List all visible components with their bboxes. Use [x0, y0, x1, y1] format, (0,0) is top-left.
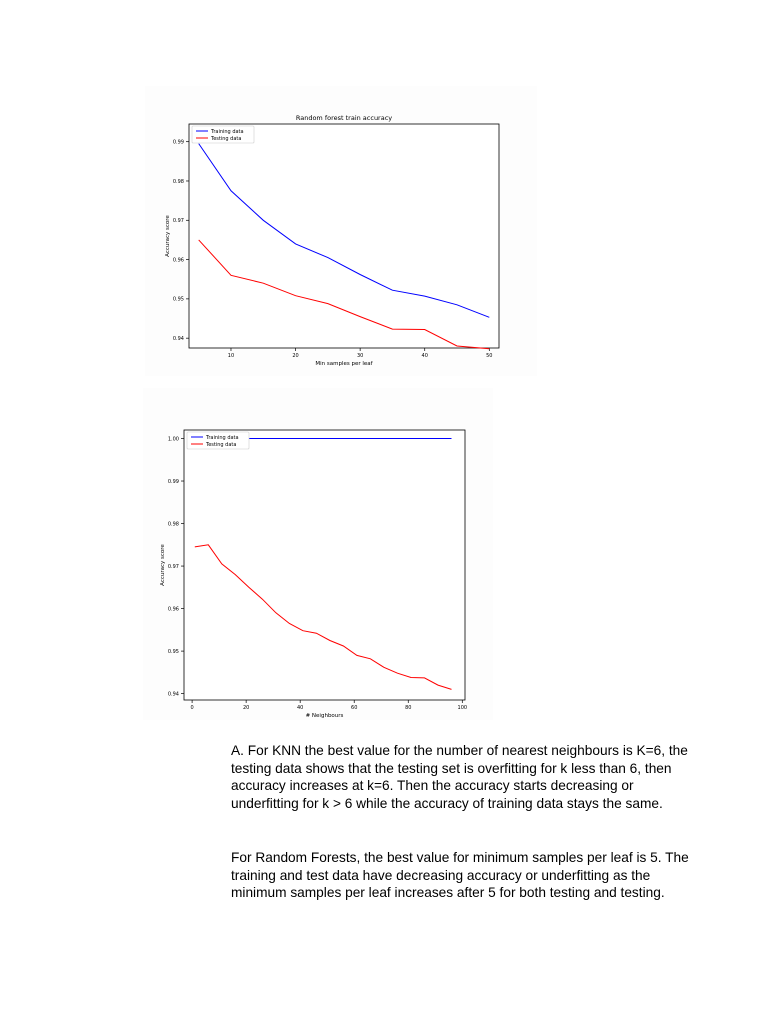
plot-area [184, 430, 465, 700]
y-tick-label: 0.99 [172, 139, 184, 146]
x-tick-label: 10 [227, 353, 235, 359]
y-axis-label: Accuracy score [160, 544, 166, 586]
y-tick-label: 0.95 [167, 648, 179, 655]
random-forest-chart [145, 86, 537, 376]
random-forest-figure [145, 86, 537, 376]
y-tick-label: 0.95 [172, 296, 184, 303]
y-tick-label: 0.97 [167, 563, 179, 570]
x-tick-label: 80 [405, 705, 412, 711]
x-tick-label: 50 [486, 353, 493, 359]
legend-label: Testing data [206, 441, 237, 448]
chart-title: Random forest train accuracy [295, 114, 393, 122]
x-tick-label: 40 [296, 705, 304, 711]
knn-explanation-paragraph: A. For KNN the best value for the number of nearest neighbours is K=6, the testing data shows that the testing set is overfitting for k less than 6, then accuracy increases at k=6. Then the accuracy starts decreasing or underfitting for k > 6 while the accuracy of training data stays the same. [231, 743, 688, 811]
legend-label: Testing data [211, 135, 242, 142]
x-tick-label: 100 [457, 705, 468, 711]
y-axis-label: Accuracy score [165, 215, 171, 257]
knn-figure [143, 388, 493, 720]
y-tick-label: 0.98 [167, 521, 179, 528]
random-forest-explanation-paragraph: For Random Forests, the best value for minimum samples per leaf is 5. The training and test data have decreasing accuracy or underfitting as the minimum samples per leaf increases after 5 for both testing and testing. [231, 850, 689, 900]
y-tick-label: 0.94 [172, 335, 184, 342]
y-tick-label: 0.98 [172, 178, 184, 185]
x-tick-label: 20 [292, 353, 299, 359]
x-tick-label: 30 [356, 353, 364, 359]
legend-label: Training data [211, 128, 244, 135]
plot-area [189, 124, 499, 348]
x-axis-label: Min samples per leaf [315, 361, 373, 367]
y-tick-label: 0.94 [167, 691, 179, 698]
y-tick-label: 0.99 [167, 478, 179, 485]
y-tick-label: 0.97 [172, 218, 184, 225]
x-tick-label: 60 [351, 705, 358, 711]
knn-chart [143, 388, 493, 720]
x-axis-label: # Neighbours [305, 713, 344, 719]
x-tick-label: 20 [242, 705, 250, 711]
legend-label: Training data [206, 434, 239, 441]
x-tick-label: 40 [421, 353, 428, 359]
y-tick-label: 0.96 [167, 606, 179, 613]
y-tick-label: 0.96 [172, 257, 184, 264]
x-tick-label: 0 [190, 705, 194, 711]
y-tick-label: 1.00 [167, 436, 179, 443]
